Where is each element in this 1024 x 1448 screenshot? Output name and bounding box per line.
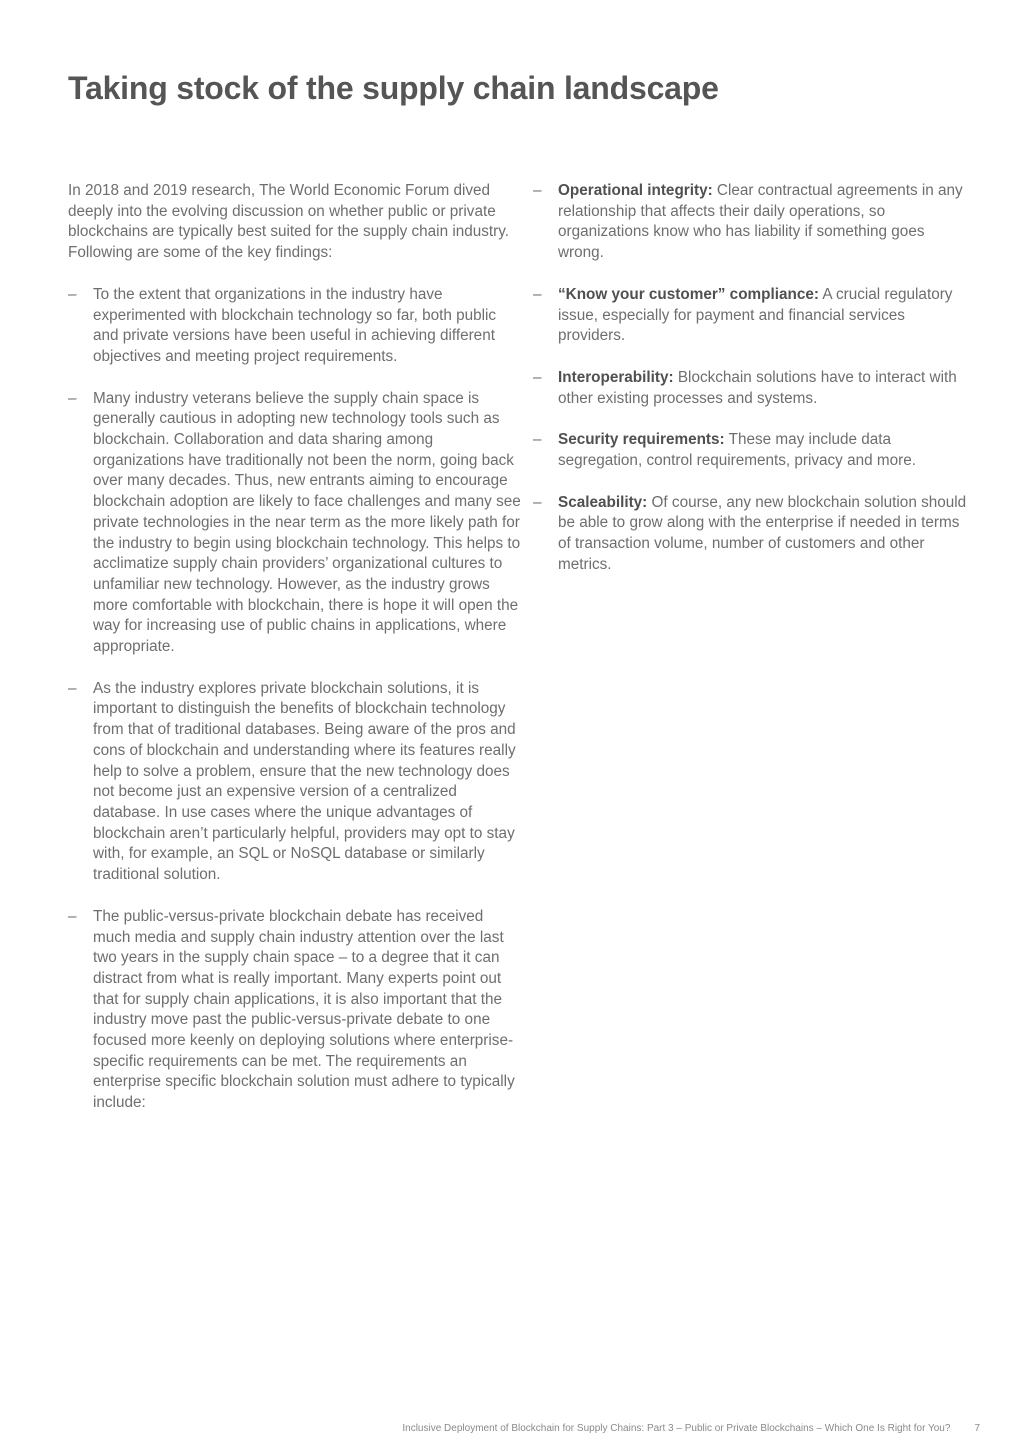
requirement-text: These may include data segregation, control requirements, privacy and more. (558, 431, 916, 470)
requirement-term: Interoperability: (558, 368, 674, 386)
requirement-item (533, 493, 973, 576)
requirement-term: Operational integrity: (558, 182, 713, 199)
finding-item (68, 679, 522, 886)
footer-title: Inclusive Deployment of Blockchain for Supply Chains: Part 3 – Public or Private Blockchains – Which One Is Right for You? (402, 1423, 951, 1434)
requirement-term: Security requirements: (558, 431, 725, 449)
finding-text: To the extent that organizations in the industry have experimented with blockchain technology so far, both public and private versions have been useful in achieving different objectives and meeting project requirements. (93, 285, 497, 365)
dash-bullet: – (68, 907, 77, 925)
page-number: 7 (974, 1423, 980, 1434)
page-title: Taking stock of the supply chain landscape (68, 70, 719, 106)
requirement-item (533, 430, 973, 471)
dash-bullet: – (533, 431, 542, 449)
requirement-term: “Know your customer” compliance: (558, 285, 819, 303)
requirement-item (533, 368, 973, 409)
page-footer (402, 1423, 980, 1434)
right-column (533, 181, 973, 597)
requirement-text: A crucial regulatory issue, especially for payment and financial services providers. (558, 285, 953, 345)
requirement-term: Scaleability: (558, 493, 648, 511)
finding-text: Many industry veterans believe the supply chain space is generally cautious in adopting new technology tools such as blockchain. Collaboration and data sharing among organizations have traditionally not been the norm, going back over many decades. Thus, new entrants aiming to encourage blockchain adoption are likely to face challenges and many see private technologies in the near term as the more likely path for the industry to begin using blockchain technology. This helps to acclimatize supply chain providers’ organizational cultures to unfamiliar new technology. However, as the industry grows more comfortable with blockchain, there is hope it will open the way for increasing use of public chains in applications, where appropriate. (93, 389, 521, 656)
dash-bullet: – (533, 285, 542, 303)
finding-text: The public-versus-private blockchain debate has received much media and supply chain industry attention over the last two years in the supply chain space – to a degree that it can distract from what is really important. Many experts point out that for supply chain applications, it is also important that the industry move past the public-versus-private debate to one focused more keenly on deploying solutions where enterprise-specific requirements can be met. The requirements an enterprise specific blockchain solution must adhere to typically include: (93, 907, 515, 1112)
finding-item (68, 907, 522, 1114)
finding-item (68, 389, 522, 658)
dash-bullet: – (68, 389, 77, 407)
finding-text: As the industry explores private blockchain solutions, it is important to distinguish the benefits of blockchain technology from that of traditional databases. Being aware of the pros and cons of blockchain and understanding where its features really help to solve a problem, ensure that the new technology does not become just an expensive version of a centralized database. In use cases where the unique advantages of blockchain aren’t particularly helpful, providers may opt to stay with, for example, an SQL or NoSQL database or similarly traditional solution. (93, 679, 516, 884)
requirement-item (533, 285, 973, 347)
left-column (68, 181, 522, 1135)
requirement-text: Clear contractual agreements in any relationship that affects their daily operations, so organizations know who has liability if something goes wrong. (558, 182, 963, 262)
requirement-item (533, 181, 973, 264)
dash-bullet: – (68, 679, 77, 697)
requirement-text: Of course, any new blockchain solution should be able to grow along with the enterprise if needed in terms of transaction volume, number of customers and other metrics. (558, 493, 967, 573)
requirement-text: Blockchain solutions have to interact with other existing processes and systems. (558, 368, 957, 407)
finding-item (68, 285, 522, 368)
dash-bullet: – (533, 182, 542, 199)
dash-bullet: – (68, 285, 77, 303)
dash-bullet: – (533, 493, 542, 511)
intro-paragraph: In 2018 and 2019 research, The World Economic Forum dived deeply into the evolving discussion on whether public or private blockchains are typically best suited for the supply chain industry. Following are some of the key findings: (68, 182, 510, 262)
dash-bullet: – (533, 368, 542, 386)
